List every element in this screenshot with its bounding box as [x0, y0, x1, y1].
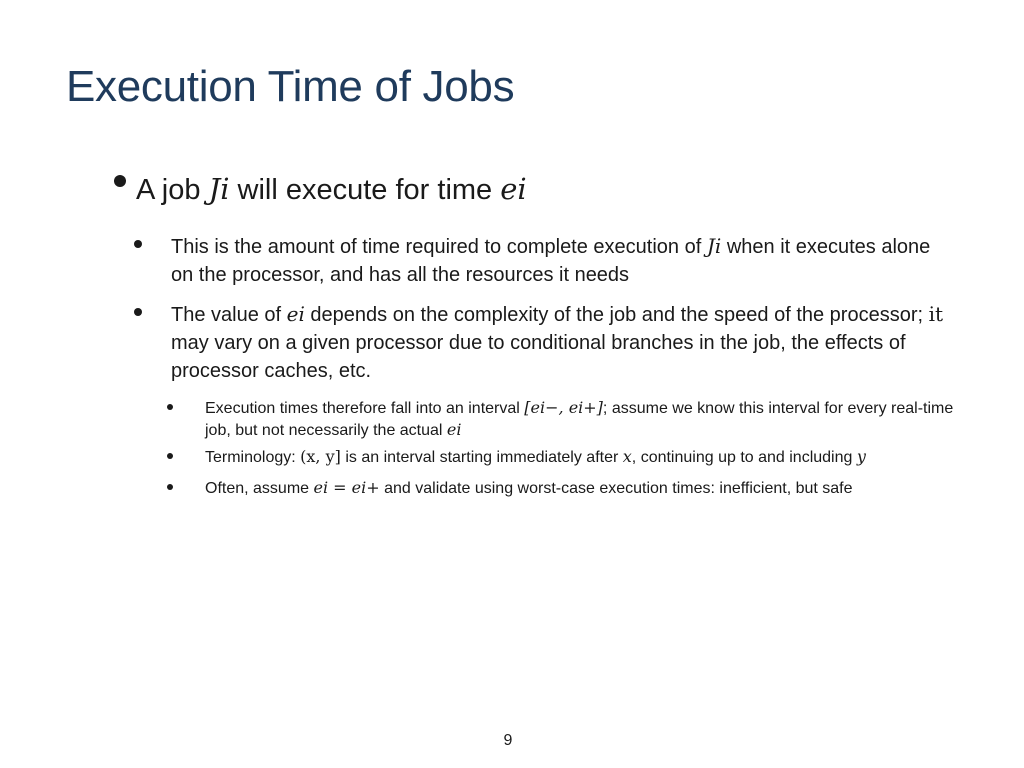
bullet-dot [114, 175, 126, 187]
math-ei: ei [500, 172, 527, 206]
bullet-text: ; assume we know this interval for every real-time job, but not necessarily the actual [205, 400, 954, 439]
bullet-text: may vary on a given processor due to conditional branches in the job, the effects of processor caches, etc. [171, 332, 906, 382]
bullet-job-execute [136, 172, 836, 207]
bullet-text: when it executes alone on the processor, and has all the resources it needs [171, 236, 931, 286]
math-ei: ei [286, 302, 305, 326]
math-x: x [622, 447, 632, 466]
math-interval-ei: [ei−, ei+] [524, 398, 603, 417]
bullet-text: and validate using worst-case execution times: inefficient, but safe [379, 480, 853, 497]
math-ji: Ji [706, 234, 722, 258]
math-ei-equals-ei-plus: ei = ei+ [313, 478, 380, 497]
sub-bullet-value-of-ei [171, 300, 961, 385]
slide-title: Execution Time of Jobs [66, 62, 515, 111]
bullet-text: Terminology: [205, 449, 301, 466]
sub-bullet-amount-of-time [171, 232, 931, 289]
bullet-text: This is the amount of time required to complete execution of [171, 236, 707, 258]
bullet-text: A job [136, 174, 209, 206]
math-y: y [856, 447, 866, 466]
bullet-text: is an interval starting immediately after [340, 449, 623, 466]
bullet-dot [134, 240, 142, 248]
math-it: it [928, 302, 944, 326]
bullet-dot [167, 453, 173, 459]
bullet-text: The value of [171, 304, 287, 326]
bullet-text: , continuing up to and including [631, 449, 857, 466]
bullet-dot [167, 484, 173, 490]
subsub-bullet-interval [205, 397, 965, 441]
bullet-text: depends on the complexity of the job and the speed of the processor; [304, 304, 929, 326]
math-interval-xy: (x, y] [300, 447, 341, 466]
page-number: 9 [503, 732, 513, 749]
bullet-dot [134, 308, 142, 316]
bullet-text: Often, assume [205, 480, 314, 497]
subsub-bullet-terminology [205, 446, 985, 468]
bullet-dot [167, 404, 173, 410]
math-ji: Ji [208, 172, 230, 206]
bullet-text: Execution times therefore fall into an interval [205, 400, 525, 417]
bullet-text: will execute for time [229, 174, 501, 206]
subsub-bullet-worst-case [205, 477, 985, 499]
math-ei: ei [446, 420, 462, 439]
